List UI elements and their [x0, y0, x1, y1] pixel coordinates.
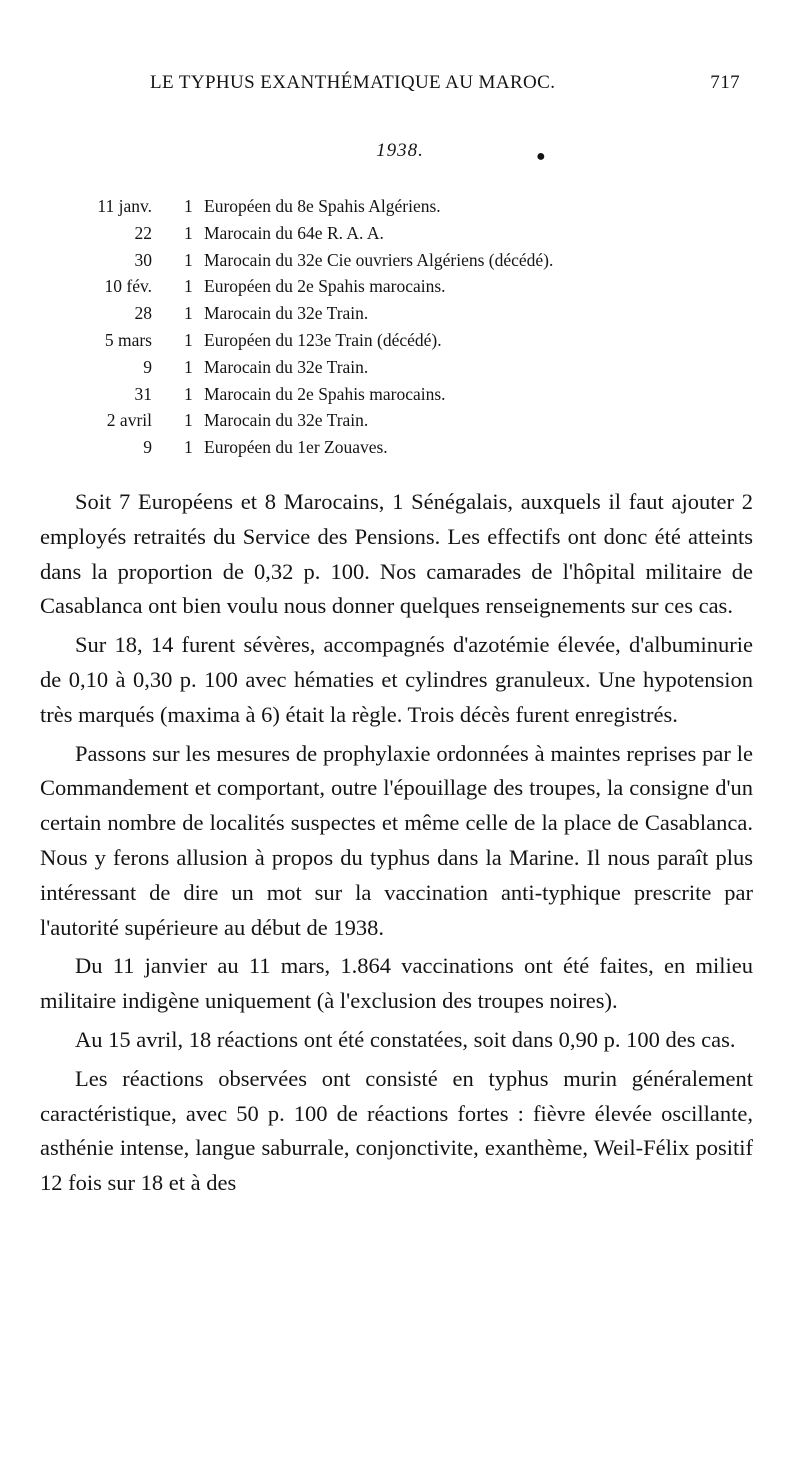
case-count: 1 — [184, 437, 193, 458]
case-row — [60, 273, 760, 300]
case-row — [60, 247, 760, 274]
paragraph: Au 15 avril, 18 réactions ont été constatées, soit dans 0,90 p. 100 des cas. — [75, 1026, 736, 1052]
case-date: 22 — [134, 222, 152, 243]
case-date: 10 fév. — [104, 276, 152, 297]
case-description: Marocain du 32e Train. — [204, 410, 369, 431]
case-row — [60, 407, 760, 434]
case-row — [60, 220, 760, 247]
case-description: Marocain du 32e Train. — [204, 356, 369, 377]
case-description: Marocain du 64e R. A. A. — [204, 222, 384, 243]
paragraph: Soit 7 Européens et 8 Marocains, 1 Sénégalais, auxquels il faut ajouter 2 employés retraités du Service des Pensions. Les effectifs ont donc été atteints dans la proportion de 0,32 p. 100. Nos camarades de l'hôpital militaire de Casablanca ont bien voulu nous donner quelques renseignements sur ces cas. — [40, 489, 753, 619]
case-date: 28 — [134, 303, 152, 324]
case-date: 9 — [143, 356, 152, 377]
running-title: LE TYPHUS EXANTHÉMATIQUE AU MAROC. — [150, 72, 556, 93]
case-row — [60, 193, 760, 220]
case-row — [60, 381, 760, 408]
paragraph: Les réactions observées ont consisté en typhus murin généralement caractéristique, avec 50 p. 100 de réactions fortes : fièvre élevée oscillante, asthénie intense, langue saburrale, conjonctivite, exanthème, Weil-Félix positif 12 fois sur 18 et à des — [40, 1065, 753, 1196]
case-description: Européen du 123e Train (décédé). — [204, 329, 442, 350]
case-description: Européen du 2e Spahis marocains. — [204, 276, 446, 297]
case-count: 1 — [184, 329, 193, 350]
paragraph: Sur 18, 14 furent sévères, accompagnés d'azotémie élevée, d'albuminurie de 0,10 à 0,30 p. 100 avec hématies et cylindres granuleux. Une hypotension très marqués (maxima à 6) était la règle. Trois décès furent enregistrés. — [40, 632, 753, 727]
case-row — [60, 327, 760, 354]
case-list — [60, 193, 760, 461]
body-text — [40, 485, 753, 1205]
case-date: 31 — [134, 383, 152, 404]
case-count: 1 — [184, 303, 193, 324]
stray-dot: ● — [536, 148, 546, 165]
case-date: 11 janv. — [97, 196, 152, 216]
case-count: 1 — [184, 196, 193, 216]
case-count: 1 — [184, 410, 193, 431]
case-date: 5 mars — [104, 329, 152, 350]
year-heading: 1938. — [376, 140, 424, 161]
case-description: Marocain du 2e Spahis marocains. — [204, 383, 446, 404]
case-row — [60, 300, 760, 327]
case-date: 9 — [143, 437, 152, 458]
case-count: 1 — [184, 222, 193, 243]
case-count: 1 — [184, 356, 193, 377]
case-description: Européen du 1er Zouaves. — [204, 437, 388, 458]
paragraph: Passons sur les mesures de prophylaxie ordonnées à maintes reprises par le Commandement et comportant, outre l'épouillage des troupes, la consigne d'un certain nombre de localités suspectes et même celle de la place de Casablanca. Nous y ferons allusion à propos du typhus dans la Marine. Il nous paraît plus intéressant de dire un mot sur la vaccination anti-typhique prescrite par l'autorité supérieure au début de 1938. — [40, 740, 753, 940]
paragraph: Du 11 janvier au 11 mars, 1.864 vaccinations ont été faites, en milieu militaire indigène uniquement (à l'exclusion des troupes noires). — [40, 953, 753, 1014]
case-date: 2 avril — [106, 410, 152, 431]
case-count: 1 — [184, 276, 193, 297]
case-row — [60, 434, 760, 461]
case-description: Européen du 8e Spahis Algériens. — [204, 196, 441, 216]
case-count: 1 — [184, 383, 193, 404]
case-description: Marocain du 32e Train. — [204, 303, 369, 324]
case-row — [60, 354, 760, 381]
case-count: 1 — [184, 249, 193, 270]
case-description: Marocain du 32e Cie ouvriers Algériens (décédé). — [204, 249, 554, 270]
case-date: 30 — [134, 249, 152, 270]
page-number: 717 — [710, 72, 740, 93]
